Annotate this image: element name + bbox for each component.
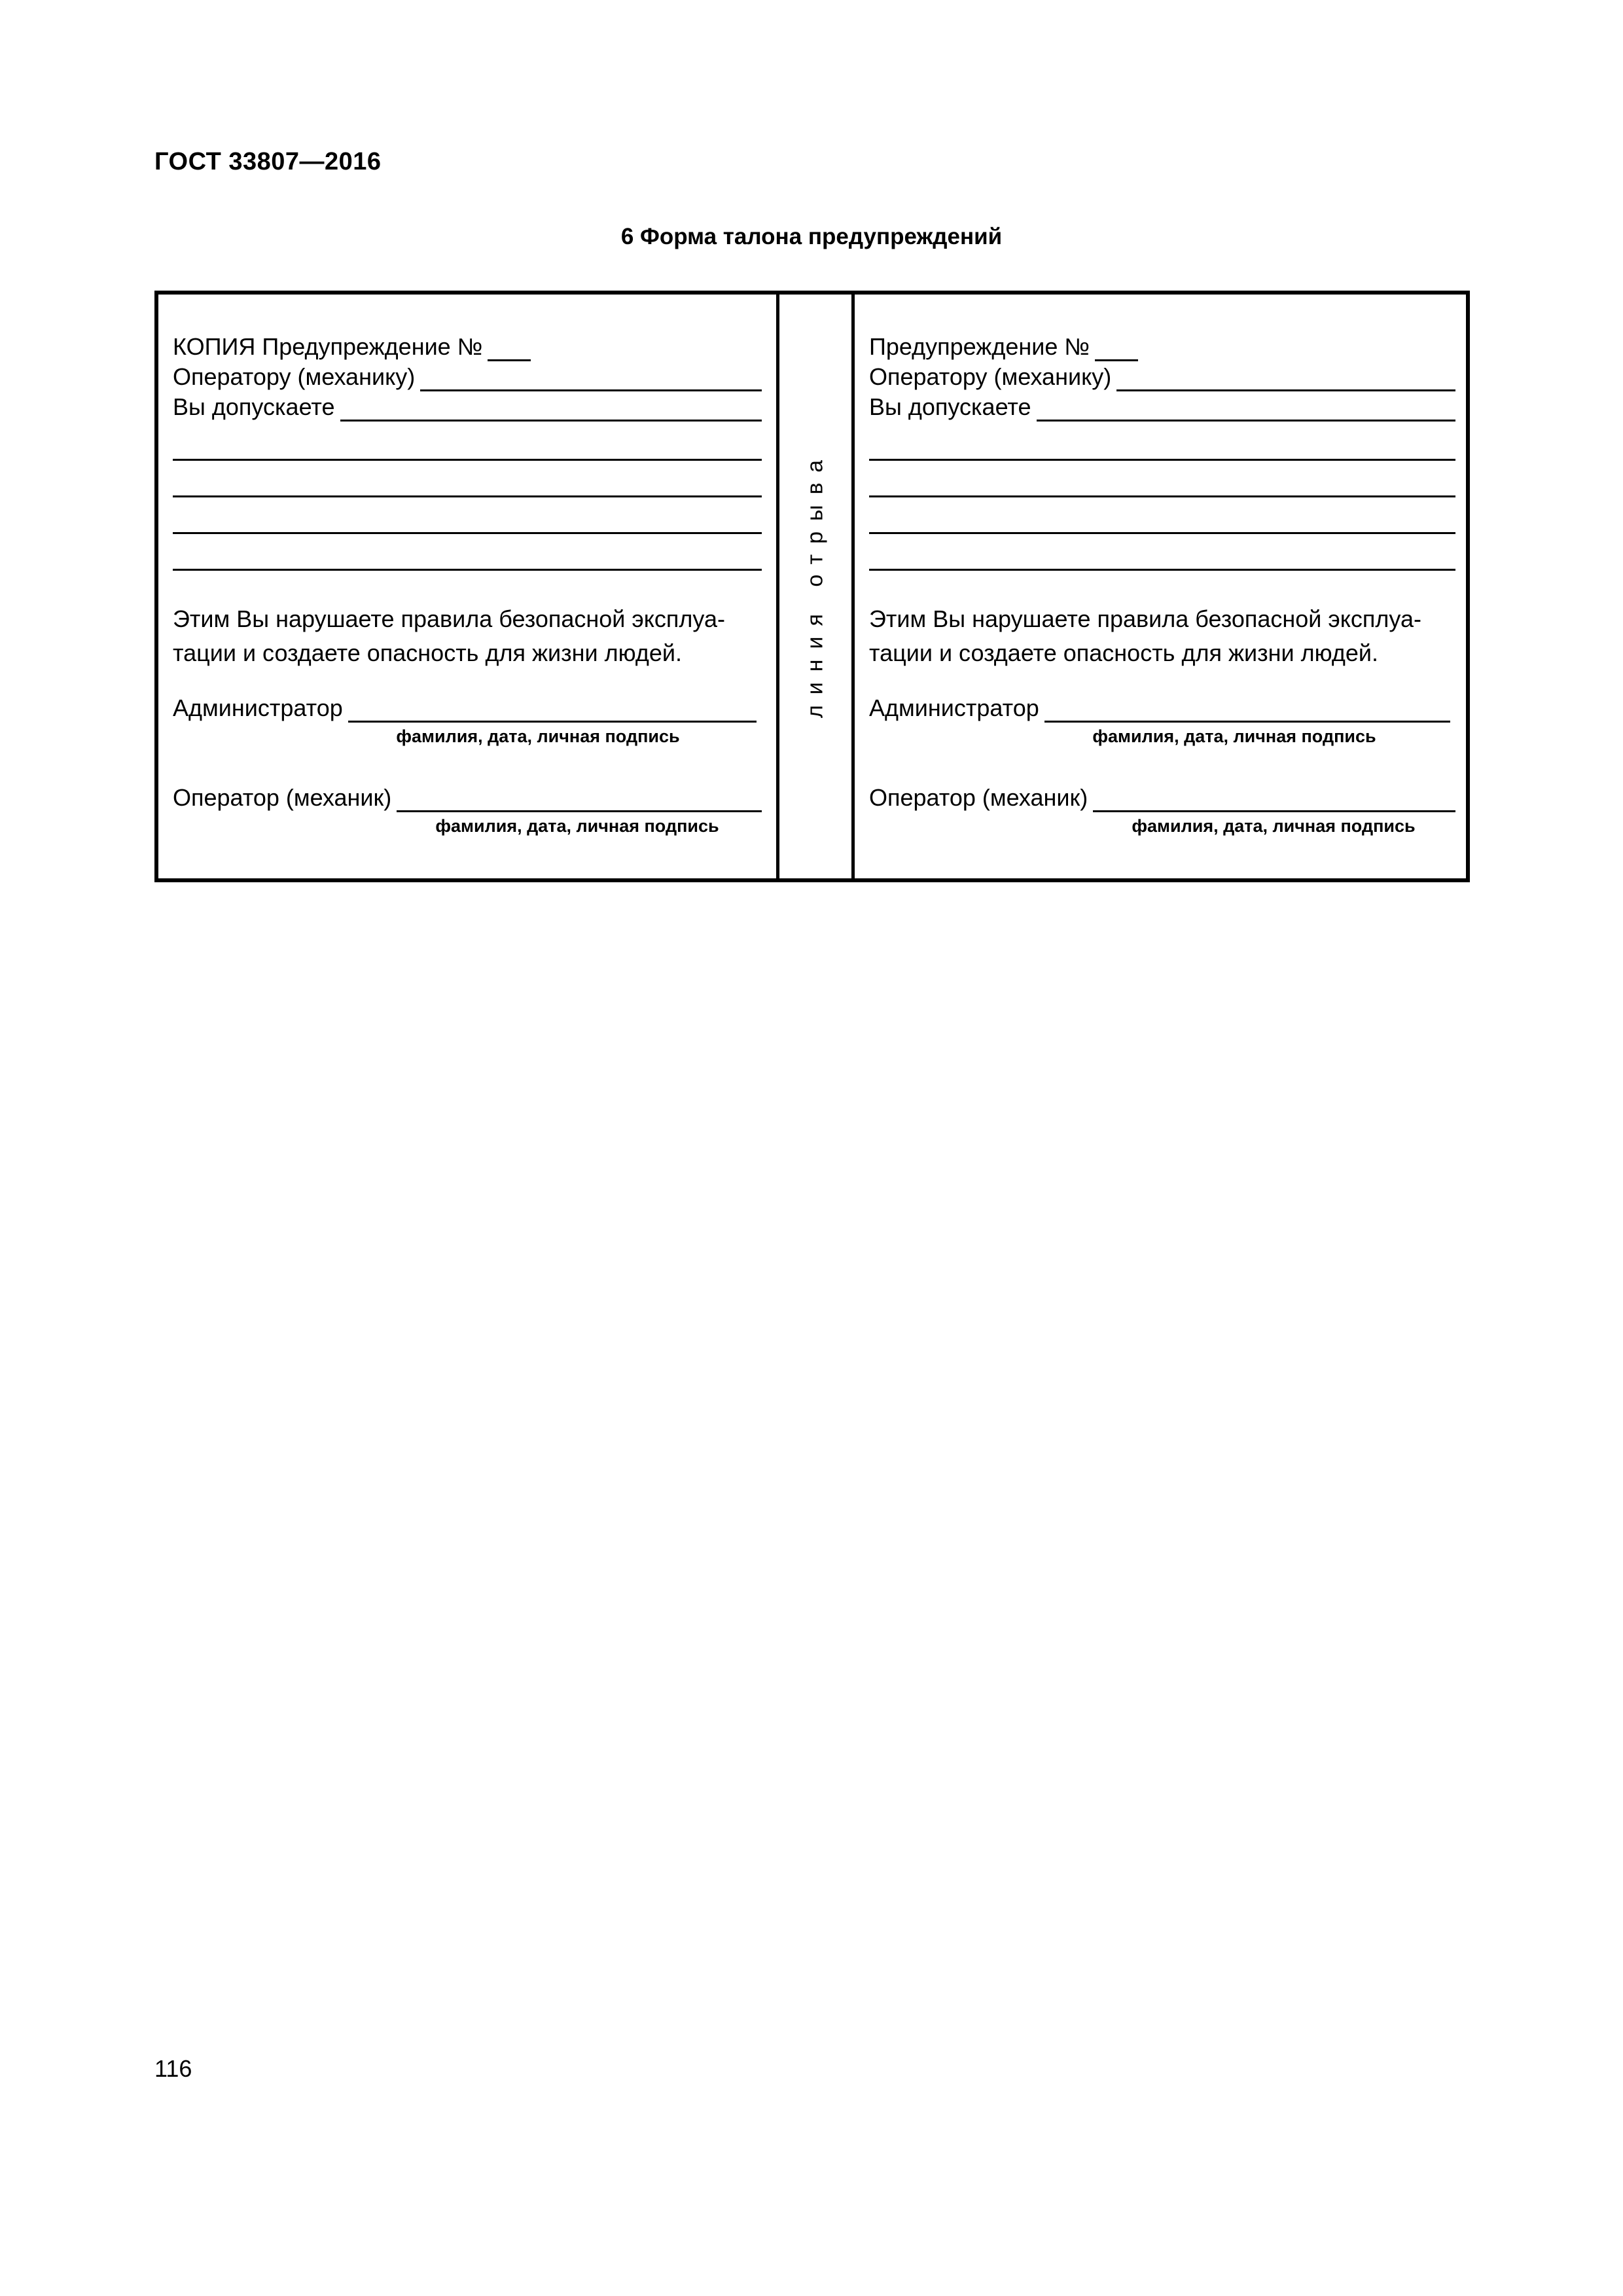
permit-field[interactable]	[1037, 389, 1456, 422]
violation-text-body: Этим Вы нарушаете правила безопасной эксплуа- тации и создаете опасность для жизни людей.	[173, 605, 725, 666]
operator-label: Оператору (механику)	[173, 363, 416, 390]
administrator-row	[173, 691, 757, 723]
administrator-label: Администратор	[173, 694, 343, 721]
document-code: ГОСТ 33807—2016	[154, 148, 382, 175]
operator-caption: фамилия, дата, личная подпись	[435, 816, 719, 836]
operator-signature-label: Оператор (механик)	[173, 784, 392, 811]
blank-line-1[interactable]	[173, 459, 762, 461]
permit-row	[869, 391, 1455, 422]
permit-label: Вы допускаете	[869, 393, 1031, 420]
administrator-label: Администратор	[869, 694, 1039, 721]
warning-number-field[interactable]	[488, 329, 531, 361]
operator-signature-field[interactable]	[1093, 779, 1455, 812]
blank-line-1[interactable]	[869, 459, 1455, 461]
operator-signature-field[interactable]	[397, 779, 762, 812]
operator-signature-label: Оператор (механик)	[869, 784, 1088, 811]
administrator-row	[869, 691, 1450, 723]
permit-field[interactable]	[340, 389, 762, 422]
tear-line-column	[776, 295, 855, 878]
violation-text	[173, 602, 762, 670]
operator-name-field[interactable]	[420, 359, 762, 391]
blank-line-4[interactable]	[869, 569, 1455, 571]
warning-number-label: Предупреждение №	[869, 333, 1090, 360]
operator-name-field[interactable]	[1116, 359, 1455, 391]
warning-number-row	[869, 331, 1138, 361]
blank-line-4[interactable]	[173, 569, 762, 571]
warning-number-row	[173, 331, 531, 361]
blank-line-3[interactable]	[173, 532, 762, 534]
operator-signature-row	[173, 781, 762, 812]
administrator-signature-field[interactable]	[1044, 689, 1450, 723]
operator-caption: фамилия, дата, личная подпись	[1132, 816, 1416, 836]
section-title: 6 Форма талона предупреждений	[620, 224, 1003, 249]
warning-coupon-form	[154, 291, 1470, 882]
administrator-caption: фамилия, дата, личная подпись	[1092, 726, 1376, 746]
blank-line-2[interactable]	[173, 495, 762, 497]
administrator-signature-field[interactable]	[348, 689, 757, 723]
violation-text	[869, 602, 1455, 670]
coupon-panel	[855, 295, 1470, 878]
permit-row	[173, 391, 762, 422]
violation-text-body: Этим Вы нарушаете правила безопасной эксплуа- тации и создаете опасность для жизни людей.	[869, 605, 1421, 666]
page-number: 116	[154, 2055, 192, 2082]
blank-line-2[interactable]	[869, 495, 1455, 497]
operator-signature-row	[869, 781, 1455, 812]
permit-label: Вы допускаете	[173, 393, 335, 420]
coupon-copy-panel	[158, 295, 776, 878]
operator-label: Оператору (механику)	[869, 363, 1112, 390]
tear-line-label: линия отрыва	[802, 449, 828, 719]
warning-number-label: КОПИЯ Предупреждение №	[173, 333, 483, 360]
administrator-caption: фамилия, дата, личная подпись	[396, 726, 680, 746]
warning-number-field[interactable]	[1095, 329, 1138, 361]
operator-row	[869, 361, 1455, 391]
blank-line-3[interactable]	[869, 532, 1455, 534]
operator-row	[173, 361, 762, 391]
